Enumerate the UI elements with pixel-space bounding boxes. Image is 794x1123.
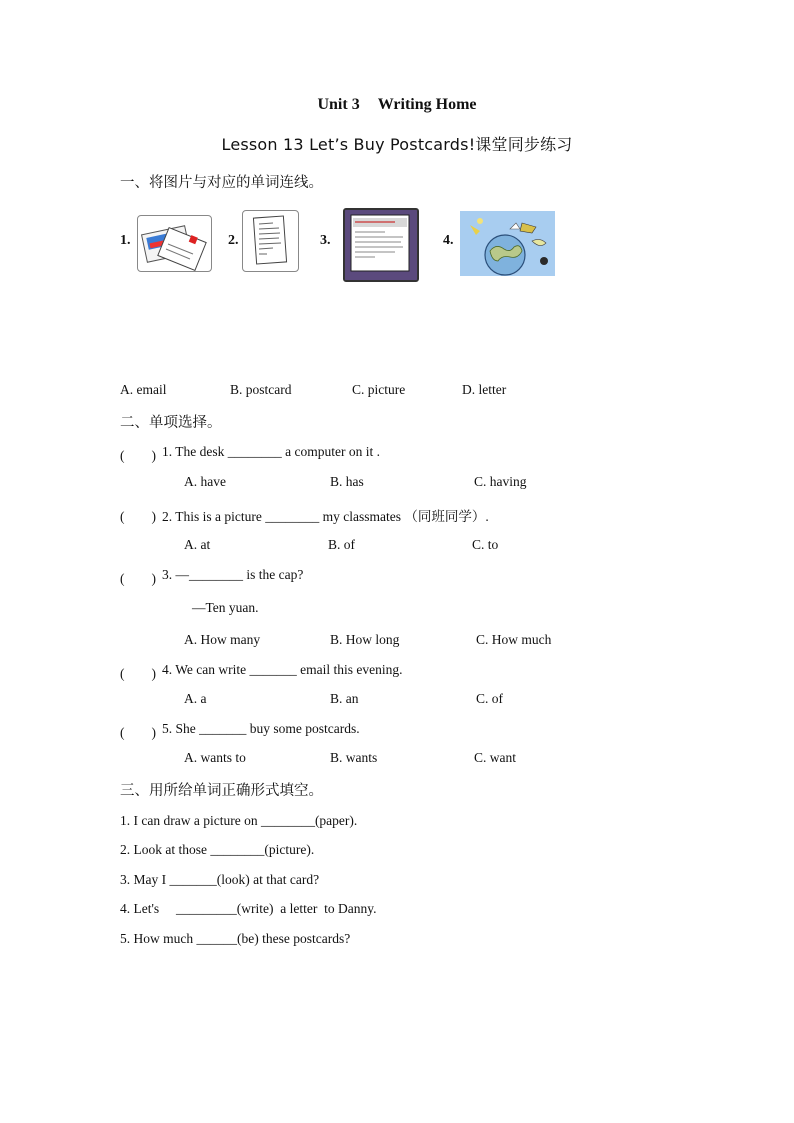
- q5-option-b: B. wants: [330, 750, 378, 765]
- section1-heading: 一、将图片与对应的单词连线。: [120, 175, 323, 191]
- match-option-b: B. postcard: [230, 382, 292, 397]
- picture-number-2: 2.: [228, 233, 239, 248]
- fill-blank-4: 4. Let's _________(write) a letter to Danny.: [120, 901, 377, 916]
- unit-number: Unit 3: [317, 96, 360, 113]
- picture-number-3: 3.: [320, 233, 331, 248]
- match-option-c: C. picture: [352, 382, 406, 397]
- match-option-d: D. letter: [462, 382, 507, 397]
- match-option-a: A. email: [120, 382, 167, 397]
- picture-number-1: 1.: [120, 233, 131, 248]
- answer-paren-3[interactable]: ( ): [120, 571, 156, 586]
- answer-paren-2[interactable]: ( ): [120, 509, 156, 524]
- postcard-picture-icon: [137, 215, 212, 272]
- q2-option-b: B. of: [328, 537, 355, 552]
- answer-paren-1[interactable]: ( ): [120, 448, 156, 463]
- q4-option-b: B. an: [330, 691, 359, 706]
- question-3: 3. —________ is the cap?: [162, 567, 304, 582]
- question-3-answer: —Ten yuan.: [192, 600, 259, 615]
- fill-blank-1: 1. I can draw a picture on ________(paper).: [120, 813, 358, 828]
- picture-number-4: 4.: [443, 233, 454, 248]
- letter-picture-icon: [242, 210, 299, 272]
- fill-blank-3: 3. May I _______(look) at that card?: [120, 872, 320, 887]
- question-5: 5. She _______ buy some postcards.: [162, 721, 360, 736]
- q4-option-a: A. a: [184, 691, 207, 706]
- q1-option-c: C. having: [474, 474, 527, 489]
- unit-name: Writing Home: [377, 96, 477, 113]
- q1-option-a: A. have: [184, 474, 226, 489]
- question-4: 4. We can write _______ email this evening.: [162, 662, 403, 677]
- unit-title: [0, 96, 794, 114]
- q5-option-a: A. wants to: [184, 750, 246, 765]
- question-1: 1. The desk ________ a computer on it .: [162, 444, 380, 459]
- lesson-title: Lesson 13 Let’s Buy Postcards!课堂同步练习: [221, 135, 573, 154]
- email-screen-picture-icon: [343, 208, 419, 282]
- q3-option-a: A. How many: [184, 632, 261, 647]
- section2-heading: 二、单项选择。: [120, 415, 222, 431]
- answer-paren-4[interactable]: ( ): [120, 666, 156, 681]
- answer-paren-5[interactable]: ( ): [120, 725, 156, 740]
- q3-option-b: B. How long: [330, 632, 400, 647]
- question-2: 2. This is a picture ________ my classmates （同班同学）.: [162, 509, 489, 524]
- q2-option-a: A. at: [184, 537, 211, 552]
- fill-blank-2: 2. Look at those ________(picture).: [120, 842, 315, 857]
- q5-option-c: C. want: [474, 750, 516, 765]
- fill-blank-5: 5. How much ______(be) these postcards?: [120, 931, 351, 946]
- section3-heading: 三、用所给单词正确形式填空。: [120, 783, 323, 799]
- drawing-picture-icon: [460, 211, 555, 276]
- q3-option-c: C. How much: [476, 632, 552, 647]
- q4-option-c: C. of: [476, 691, 503, 706]
- q2-option-c: C. to: [472, 537, 499, 552]
- q1-option-b: B. has: [330, 474, 364, 489]
